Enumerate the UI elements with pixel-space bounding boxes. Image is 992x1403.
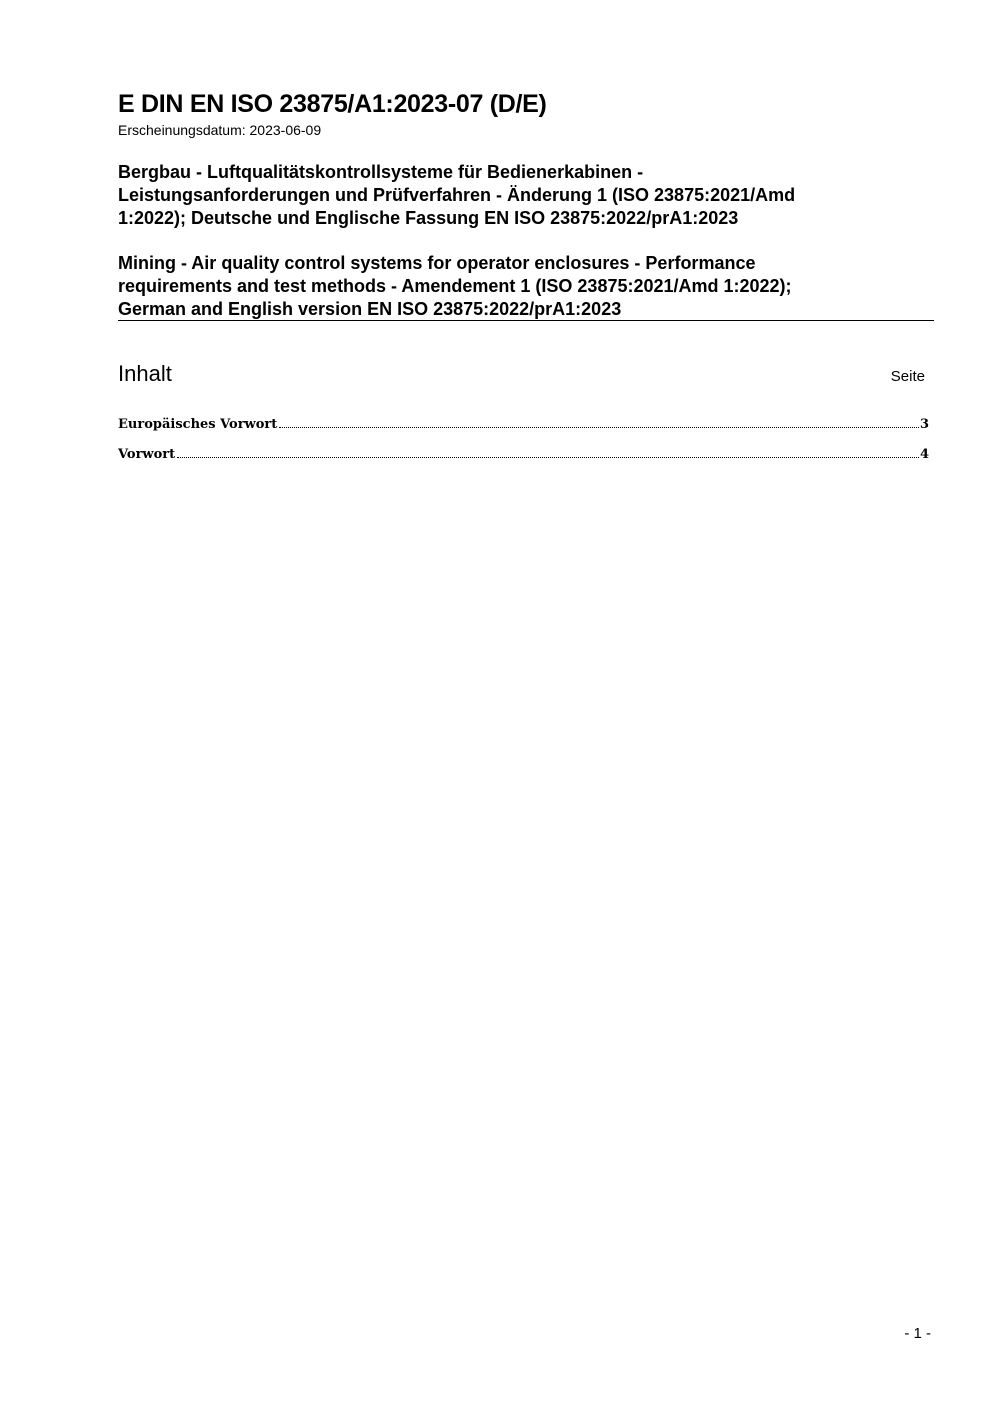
title-german-line: Leistungsanforderungen und Prüfverfahren - Änderung 1 (ISO 23875:2021/Amd [118,185,796,205]
toc-entry-european-foreword[interactable] [118,417,929,447]
title-divider [118,320,934,321]
title-english-line: requirements and test methods - Amendement 1 (ISO 23875:2021/Amd 1:2022); [118,276,792,296]
title-english-line: German and English version EN ISO 23875:2022/prA1:2023 [118,299,622,319]
toc-entry-foreword[interactable] [118,447,929,477]
document-id: E DIN EN ISO 23875/A1:2023-07 (D/E) [118,90,547,118]
page-number: - 1 - [904,1325,931,1342]
title-english [118,252,918,321]
toc-page-label: Seite [890,368,925,385]
title-german-line: 1:2022); Deutsche und Englische Fassung EN ISO 23875:2022/prA1:2023 [118,208,739,228]
title-english-line: Mining - Air quality control systems for operator enclosures - Performance [118,253,756,273]
toc-entry-label: Vorwort [118,447,176,462]
title-german [118,161,918,230]
publication-date: Erscheinungsdatum: 2023-06-09 [118,122,322,138]
toc-entry-page: 3 [919,417,929,432]
toc-dot-leader [177,457,919,458]
toc-dot-leader [279,427,919,428]
table-of-contents [118,417,929,477]
toc-entry-label: Europäisches Vorwort [118,417,278,432]
toc-entry-page: 4 [919,447,929,462]
title-german-line: Bergbau - Luftqualitätskontrollsysteme für Bedienerkabinen - [118,162,644,182]
toc-heading: Inhalt [118,361,172,386]
